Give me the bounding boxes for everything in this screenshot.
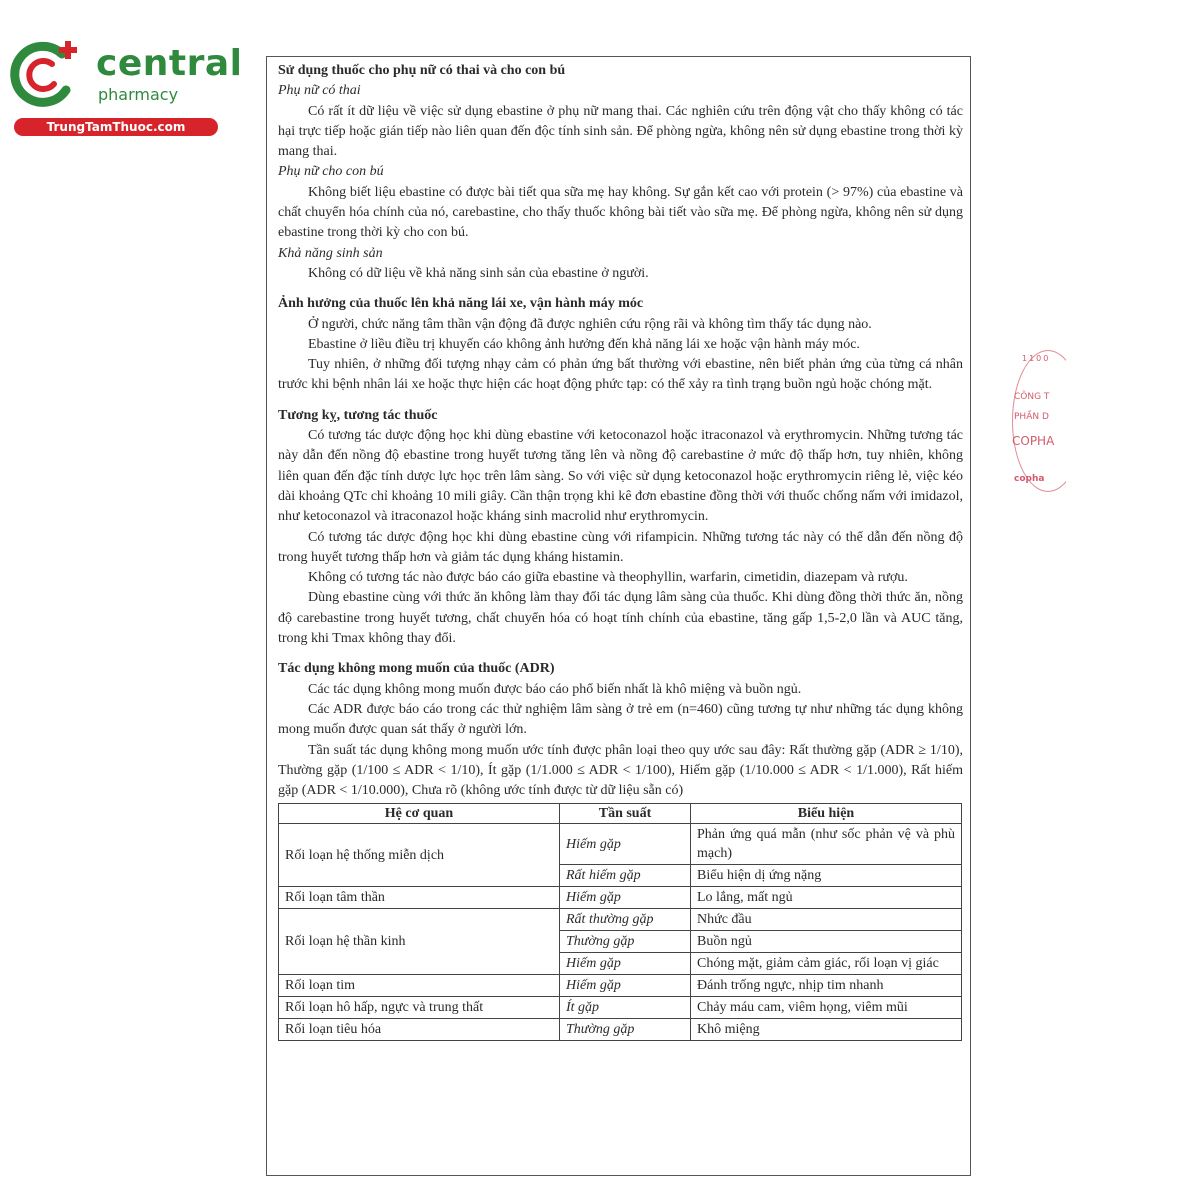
organ-cell: Rối loạn hô hấp, ngực và trung thất bbox=[279, 997, 560, 1019]
section-title-adr: Tác dụng không mong muốn của thuốc (ADR) bbox=[278, 661, 555, 677]
frequency-cell: Rất hiếm gặp bbox=[560, 865, 691, 887]
effect-cell: Lo lắng, mất ngủ bbox=[691, 887, 962, 909]
table-row bbox=[279, 824, 962, 865]
effect-cell: Đánh trống ngực, nhịp tim nhanh bbox=[691, 975, 962, 997]
header-effect: Biểu hiện bbox=[691, 804, 962, 824]
section-title-driving: Ảnh hưởng của thuốc lên khả năng lái xe, vận hành máy móc bbox=[278, 296, 644, 312]
logo-wordmark: central bbox=[96, 43, 243, 84]
central-pharmacy-logo[interactable] bbox=[10, 38, 243, 138]
frequency-cell: Hiếm gặp bbox=[560, 953, 691, 975]
frequency-cell: Hiếm gặp bbox=[560, 975, 691, 997]
frequency-cell: Ít gặp bbox=[560, 997, 691, 1019]
organ-cell: Rối loạn tiêu hóa bbox=[279, 1019, 560, 1041]
paragraph: Ở người, chức năng tâm thần vận động đã được nghiên cứu rộng rãi và không tìm thấy tác dụng nào. bbox=[308, 316, 872, 332]
logo-subtitle: pharmacy bbox=[98, 85, 179, 104]
paragraph: Không có tương tác nào được báo cáo giữa ebastine và theophyllin, warfarin, cimetidin, diazepam và rượu. bbox=[308, 570, 908, 586]
table-row bbox=[279, 887, 962, 909]
section-title-pregnancy: Sử dụng thuốc cho phụ nữ có thai và cho con bú bbox=[278, 63, 566, 78]
stamp-line-4: copha bbox=[1014, 474, 1045, 484]
organ-cell: Rối loạn hệ thống miễn dịch bbox=[279, 824, 560, 887]
effect-cell: Nhức đầu bbox=[691, 909, 962, 931]
effect-cell: Chảy máu cam, viêm họng, viêm mũi bbox=[691, 997, 962, 1019]
subheading-pregnant: Phụ nữ có thai bbox=[278, 83, 361, 99]
paragraph: Có tương tác dược động học khi dùng ebastine cùng với rifampicin. Những tương tác này có thể dẫn đến nồng độ trong huyết tương thấp hơn và giảm tác dụng kháng histamin. bbox=[278, 529, 963, 565]
logo-url-badge[interactable]: TrungTamThuoc.com bbox=[14, 118, 218, 136]
table-row bbox=[279, 975, 962, 997]
frequency-cell: Thường gặp bbox=[560, 931, 691, 953]
company-stamp bbox=[1006, 340, 1066, 500]
table-row bbox=[279, 1019, 962, 1041]
paragraph: Có rất ít dữ liệu về việc sử dụng ebastine ở phụ nữ mang thai. Các nghiên cứu trên động vật cho thấy không có tác hại trực tiếp hoặc gián tiếp nào liên quan đến độc tính sinh sản. Để phòng ngừa, không nên sử dụng ebastine trong thời kỳ mang thai. bbox=[278, 103, 963, 160]
organ-cell: Rối loạn hệ thần kinh bbox=[279, 909, 560, 975]
paragraph: Không biết liệu ebastine có được bài tiết qua sữa mẹ hay không. Sự gắn kết cao với protein (> 97%) của ebastine và chất chuyển hóa chính của nó, carebastine, cho thấy thuốc không bài tiết vào sữa mẹ. Để phòng ngừa, không nên sử dụng ebastine trong thời kỳ cho con bú. bbox=[278, 184, 963, 241]
stamp-line-2: PHẦN D bbox=[1014, 412, 1049, 422]
document-frame bbox=[266, 56, 971, 1176]
adr-table bbox=[278, 803, 962, 1041]
header-organ: Hệ cơ quan bbox=[279, 804, 560, 824]
subheading-fertility: Khả năng sinh sản bbox=[278, 245, 383, 261]
stamp-line-3: COPHA bbox=[1012, 434, 1055, 448]
table-row bbox=[279, 997, 962, 1019]
paragraph: Các tác dụng không mong muốn được báo cáo phổ biến nhất là khô miệng và buồn ngủ. bbox=[308, 681, 802, 697]
effect-cell: Chóng mặt, giảm cảm giác, rối loạn vị giác bbox=[691, 953, 962, 975]
paragraph: Tuy nhiên, ở những đối tượng nhạy cảm có phản ứng bất thường với ebastine, nên biết phản ứng của từng cá nhân trước khi bệnh nhân lái xe hoặc thực hiện các hoạt động phức tạp: có thể xảy ra tình trạng buồn ngủ hoặc chóng mặt. bbox=[278, 357, 963, 393]
stamp-line-1: CÔNG T bbox=[1014, 392, 1050, 402]
logo-c-plus-icon bbox=[10, 38, 82, 110]
paragraph: Có tương tác dược động học khi dùng ebastine với ketoconazol hoặc itraconazol và erythromycin. Những tương tác này dẫn đến nồng độ ebastine trong huyết tương tăng lên và nồng độ carebastine ở mức độ thấp hơn, tuy nhiên, không liên quan đến đặc tính dược lực học trên lâm sàng. So với việc sử dụng ketoconazol hoặc erythromycin riêng lẻ, việc kéo dài khoảng QTc chỉ khoảng 10 mili giây. Cần thận trọng khi kê đơn ebastine đồng thời với thuốc chống nấm với imidazol, như ketoconazol và itraconazol hoặc kháng sinh macrolid như erythromycin. bbox=[278, 428, 963, 525]
effect-cell: Phản ứng quá mẫn (như sốc phản vệ và phù mạch) bbox=[691, 824, 962, 865]
frequency-cell: Rất thường gặp bbox=[560, 909, 691, 931]
header-frequency: Tần suất bbox=[560, 804, 691, 824]
organ-cell: Rối loạn tim bbox=[279, 975, 560, 997]
paragraph: Ebastine ở liều điều trị khuyến cáo không ảnh hưởng đến khả năng lái xe hoặc vận hành máy móc. bbox=[308, 336, 860, 352]
frequency-cell: Thường gặp bbox=[560, 1019, 691, 1041]
paragraph: Tần suất tác dụng không mong muốn ước tính được phân loại theo quy ước sau đây: Rất thường gặp (ADR ≥ 1/10), Thường gặp (1/100 ≤ ADR < 1/10), Ít gặp (1/1.000 ≤ ADR < 1/100), Hiếm gặp (1/10.000 ≤ ADR < 1/1.000), Rất hiếm gặp (ADR < 1/10.000), Chưa rõ (không ước tính được từ dữ liệu sẵn có) bbox=[278, 742, 963, 799]
organ-cell: Rối loạn tâm thần bbox=[279, 887, 560, 909]
stamp-number: 1100 bbox=[1022, 354, 1051, 363]
frequency-cell: Hiếm gặp bbox=[560, 887, 691, 909]
paragraph: Không có dữ liệu về khả năng sinh sản của ebastine ở người. bbox=[308, 265, 649, 281]
paragraph: Các ADR được báo cáo trong các thử nghiệm lâm sàng ở trẻ em (n=460) cũng tương tự như những tác dụng không mong muốn được quan sát thấy ở người lớn. bbox=[278, 701, 963, 738]
effect-cell: Buồn ngủ bbox=[691, 931, 962, 953]
frequency-cell: Hiếm gặp bbox=[560, 824, 691, 865]
table-row bbox=[279, 909, 962, 931]
table-header-row bbox=[279, 804, 962, 824]
document-content bbox=[278, 61, 963, 1041]
subheading-breastfeeding: Phụ nữ cho con bú bbox=[278, 164, 384, 180]
paragraph: Dùng ebastine cùng với thức ăn không làm thay đổi tác dụng lâm sàng của thuốc. Khi dùng đồng thời thức ăn, nồng độ carebastine trong huyết tương, chất chuyển hóa có hoạt tính chính của ebastine, tăng gấp 1,5-2,0 lần và AUC tăng, trong khi Tmax không thay đổi. bbox=[278, 590, 963, 647]
effect-cell: Khô miệng bbox=[691, 1019, 962, 1041]
effect-cell: Biểu hiện dị ứng nặng bbox=[691, 865, 962, 887]
section-title-interactions: Tương kỵ, tương tác thuốc bbox=[278, 407, 438, 423]
